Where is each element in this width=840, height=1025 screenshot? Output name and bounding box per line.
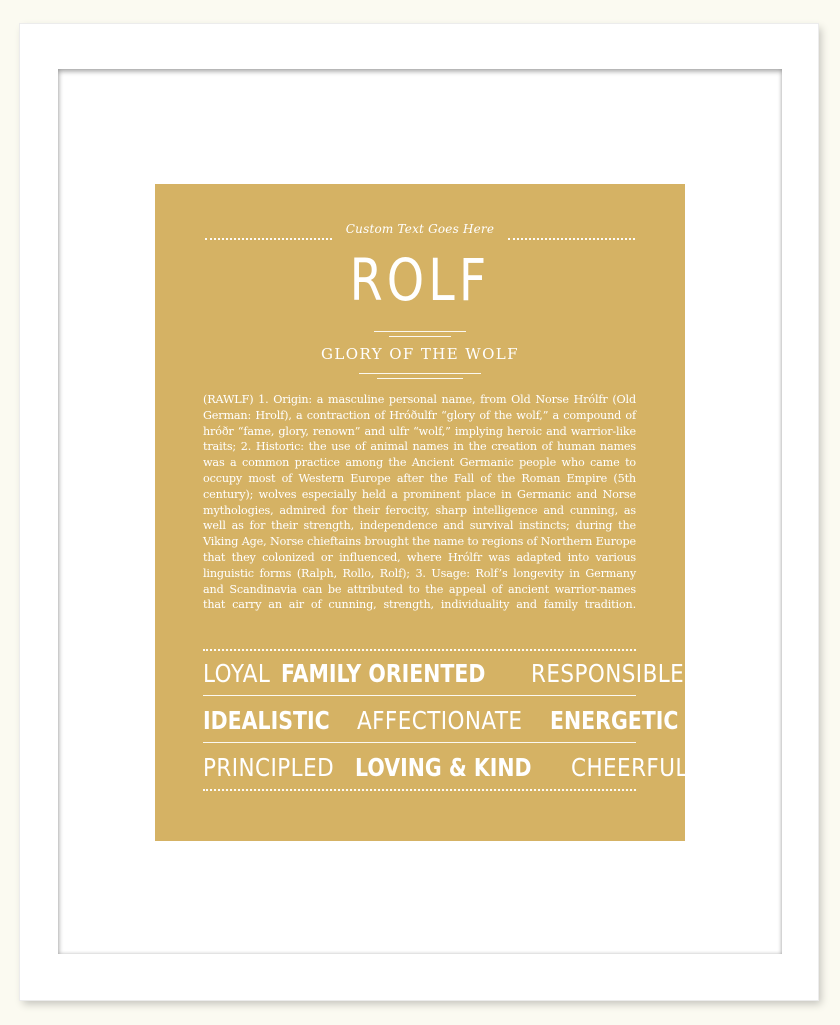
meaning-underline-2: [377, 378, 463, 379]
header-dotted-rule-left: [205, 238, 332, 240]
trait-word: AFFECTIONATE: [357, 706, 523, 735]
definition-line: occupy most of Western Europe after the Fall of the Roman Empire (5th: [203, 471, 636, 485]
trait-word: CHEERFUL: [570, 753, 688, 782]
definition-line: mythologies, admired for their ferocity, sharp intelligence and cunning, as: [203, 503, 636, 517]
meaning-underline-1: [359, 373, 481, 374]
definition-line: was a common practice among the Ancient Germanic people who came to: [203, 456, 636, 470]
trait-word: IDEALISTIC: [203, 706, 330, 735]
name-meaning: GLORY OF THE WOLF: [321, 345, 519, 363]
definition-line: century); wolves especially held a prominent place in Germanic and Norse: [203, 487, 636, 501]
definition-line: that they colonized or influenced, where Hrólfr was adapted into various: [203, 550, 636, 564]
traits-top-dotted-rule: [203, 649, 636, 651]
name-underline-2: [389, 336, 451, 337]
definition-line: German: Hrolf), a contraction of Hróðulfr “glory of the wolf,” a compound of: [203, 408, 636, 422]
definition-line: (RAWLF) 1. Origin: a masculine personal name, from Old Norse Hrólfr (Old: [203, 393, 636, 406]
trait-word: RESPONSIBLE: [530, 659, 684, 688]
trait-row-1: [203, 659, 684, 688]
definition-line: well as for their strength, independence and survival instincts; during the: [203, 519, 636, 533]
trait-word: FAMILY ORIENTED: [281, 659, 486, 688]
frame-mat: [58, 69, 782, 954]
definition-line: traits; 2. Historic: the use of animal names in the creation of human names: [203, 440, 636, 454]
picture-frame: [20, 24, 818, 1000]
traits-bottom-dotted-rule: [203, 789, 636, 791]
name-underline-1: [374, 331, 466, 332]
name-definition: [203, 392, 636, 613]
definition-line: that carry an air of cunning, strength, individuality and family tradition.: [203, 598, 636, 612]
trait-word: ENERGETIC: [549, 706, 679, 735]
name-print: [155, 184, 688, 841]
custom-text: Custom Text Goes Here: [345, 222, 495, 236]
trait-row-2: [203, 706, 679, 735]
definition-line: and Scandinavia can be attributed to the appeal of ancient warrior-names: [203, 582, 636, 596]
trait-word: LOVING & KIND: [355, 753, 532, 782]
name-title: ROLF: [349, 246, 491, 314]
trait-word: PRINCIPLED: [203, 753, 335, 782]
definition-line: Viking Age, Norse chieftains brought the name to regions of Northern Europe: [203, 535, 636, 549]
trait-separator-2: [203, 742, 636, 743]
trait-word: LOYAL: [203, 659, 271, 688]
trait-separator-1: [203, 695, 636, 696]
definition-line: linguistic forms (Ralph, Rollo, Rolf); 3. Usage: Rolf’s longevity in Germany: [203, 566, 636, 580]
trait-row-3: [203, 753, 688, 782]
header-dotted-rule-right: [508, 238, 635, 240]
definition-line: hróðr “fame, glory, renown” and ulfr “wolf,” implying heroic and warrior-like: [203, 424, 636, 438]
